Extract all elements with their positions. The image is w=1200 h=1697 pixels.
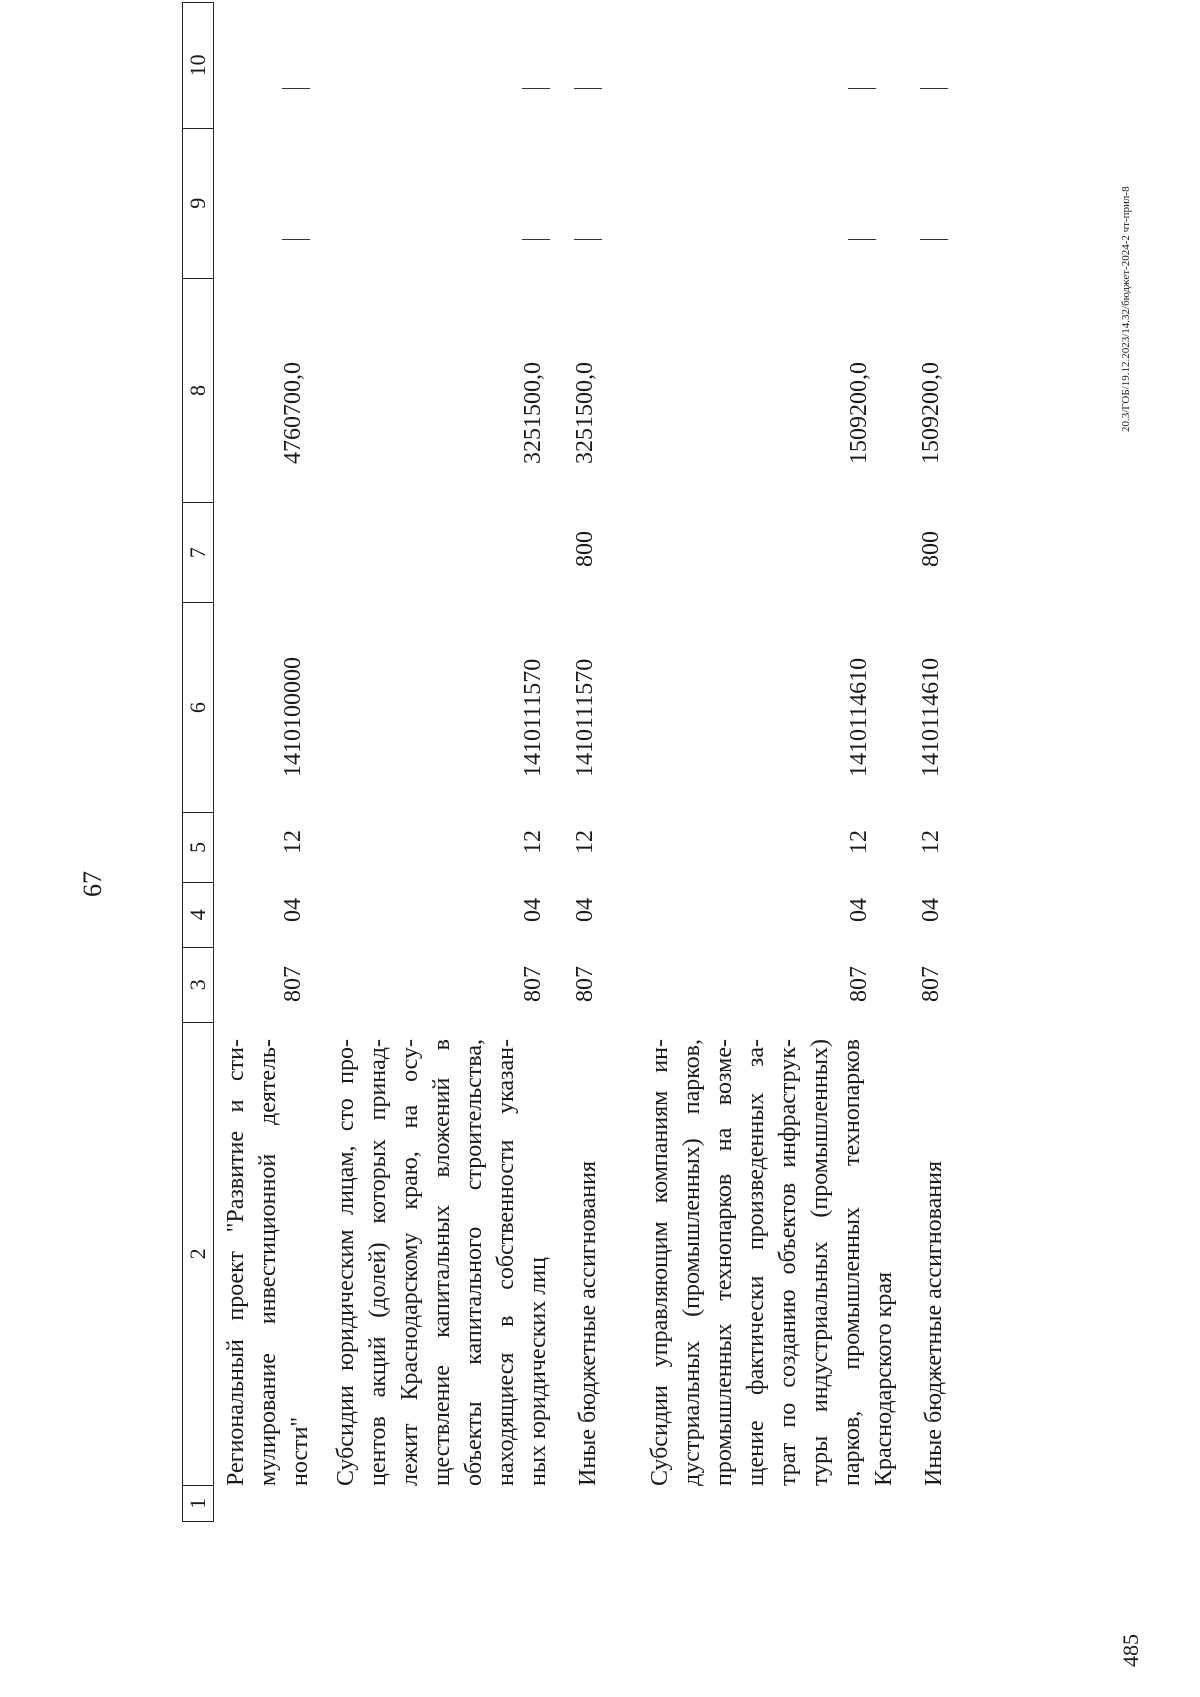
cell-c10-dash — [848, 88, 876, 89]
cell-c5: 12 — [520, 830, 546, 854]
cell-c10-dash — [282, 88, 310, 89]
table-row — [220, 2, 316, 1522]
column-header: 8 — [183, 278, 213, 503]
sheet-number: 485 — [1118, 1634, 1143, 1667]
cell-c8: 3251500,0 — [520, 362, 546, 464]
cell-c4: 04 — [280, 898, 306, 922]
cell-c5: 12 — [572, 830, 598, 854]
cell-c6: 1410114610 — [918, 657, 944, 777]
column-header: 1 — [183, 1485, 213, 1521]
row-name: Иные бюджетные ассигнования — [575, 1161, 601, 1486]
budget-table — [182, 0, 1052, 1522]
row-name: Субсидии управляющим компаниям ин- дустриальных (промышленных) парков, промышленных технопарков на возме- щение фактически произведенных за- трат по созданию объектов инфраструк- туры индустриальных (промышленных) парков, промышленных технопарков Краснодарского края — [647, 1039, 897, 1486]
cell-c3: 807 — [572, 966, 598, 1002]
table-row — [572, 2, 612, 1522]
cell-c10-dash — [574, 88, 602, 89]
table-header-row — [182, 2, 214, 1522]
cell-c4: 04 — [572, 898, 598, 922]
cell-c4: 04 — [520, 898, 546, 922]
column-header: 6 — [183, 602, 213, 812]
cell-c5: 12 — [280, 830, 306, 854]
column-header: 5 — [183, 812, 213, 882]
cell-c9-dash — [848, 239, 876, 240]
cell-c6: 1410111570 — [572, 658, 598, 777]
cell-c5: 12 — [918, 830, 944, 854]
cell-c7: 800 — [572, 531, 598, 567]
cell-c8: 1509200,0 — [846, 362, 872, 464]
column-header: 2 — [183, 1022, 213, 1485]
cell-c6: 1410100000 — [280, 657, 306, 777]
cell-c7: 800 — [918, 531, 944, 567]
table-row — [644, 2, 900, 1522]
column-header: 3 — [183, 947, 213, 1022]
cell-c6: 1410111570 — [520, 658, 546, 777]
column-header: 4 — [183, 882, 213, 947]
cell-c4: 04 — [918, 898, 944, 922]
column-header: 7 — [183, 502, 213, 602]
row-name: Региональный проект "Развитие и сти- мулирование инвестиционной деятель- ности" — [223, 1039, 313, 1486]
cell-c10-dash — [522, 88, 550, 89]
row-name: Иные бюджетные ассигнования — [921, 1161, 947, 1486]
cell-c9-dash — [920, 239, 948, 240]
footer-code: 20.3/ГОБ/19.12.2023/14.32/бюджет-2024-2 чт-прил-8 — [1120, 186, 1132, 432]
cell-c4: 04 — [846, 898, 872, 922]
cell-c3: 807 — [918, 966, 944, 1002]
cell-c9-dash — [522, 239, 550, 240]
cell-c8: 1509200,0 — [918, 362, 944, 464]
cell-c10-dash — [920, 88, 948, 89]
column-header: 10 — [185, 54, 210, 77]
cell-c6: 1410114610 — [846, 657, 872, 777]
table-row — [918, 2, 958, 1522]
cell-c8: 4760700,0 — [280, 362, 306, 464]
column-header: 9 — [183, 128, 213, 278]
page-number: 67 — [78, 871, 107, 897]
row-name: Субсидии юридическим лицам, сто про- центов акций (долей) которых принад- лежит Краснодарскому краю, на осу- ществление капитальных вложений в объекты капитального строительства, находящиеся в собственности указан- ных юридических лиц — [333, 1039, 551, 1486]
table-row — [330, 2, 554, 1522]
cell-c5: 12 — [846, 830, 872, 854]
cell-c3: 807 — [280, 966, 306, 1002]
cell-c3: 807 — [520, 966, 546, 1002]
cell-c9-dash — [574, 239, 602, 240]
cell-c3: 807 — [846, 966, 872, 1002]
cell-c8: 3251500,0 — [572, 362, 598, 464]
cell-c9-dash — [282, 239, 310, 240]
